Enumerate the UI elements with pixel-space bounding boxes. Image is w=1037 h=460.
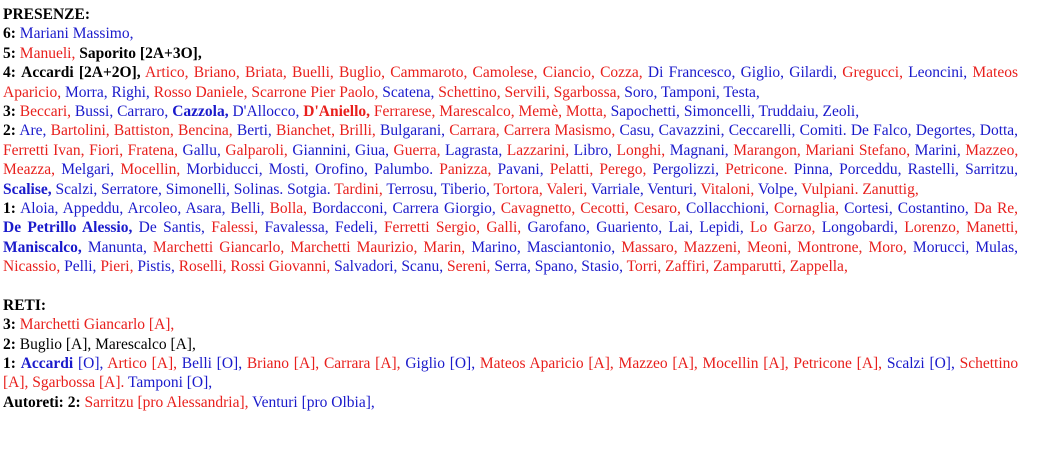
presenze-player-name: Garofano, (527, 219, 590, 237)
presenze-player-name: Masciantonio, (526, 238, 616, 256)
presenze-player-name: Vulpiani. (801, 180, 859, 198)
presenze-player-name: Pinna, (793, 161, 833, 179)
presenze-player-name: Mosti, (268, 161, 309, 179)
presenze-player-name: Longobardi, (821, 219, 898, 237)
presenze-player-name: Ferretti Ivan, (3, 141, 85, 159)
presenze-player-name: Berti, (236, 122, 272, 140)
presenze-player-name: Buglio, (338, 64, 386, 82)
presenze-player-name: Terrosu, (386, 180, 438, 198)
presenze-player-name: Sapochetti, (610, 103, 680, 121)
presenze-row (3, 44, 1018, 63)
presenze-player-name: Arcoleo, (127, 200, 182, 218)
presenze-player-name: Tortora, (493, 180, 543, 198)
presenze-player-name: Fratena, (127, 141, 179, 159)
presenze-player-name: Zanuttig, (862, 180, 919, 198)
presenze-player-name: Bianchet, (276, 122, 335, 140)
presenze-player-name: Marino, (471, 238, 521, 256)
presenze-player-name: De Falco, (850, 122, 912, 140)
presenze-player-name: Gilardi, (789, 64, 838, 82)
presenze-player-name: Casu, (619, 122, 655, 140)
presenze-player-name: Pavani, (497, 161, 544, 179)
presenze-player-name: Meazza, (3, 161, 56, 179)
presenze-player-name: Beccari, (19, 103, 71, 121)
presenze-player-name: Ferretti Sergio, (383, 219, 480, 237)
reti-player-name: Scalzi [O], (886, 354, 955, 372)
presenze-player-name: Sotgia. (287, 180, 331, 198)
presenze-row (3, 102, 1018, 121)
presenze-player-name: Leoncini, (908, 64, 968, 82)
presenze-player-name: Longhi, (616, 141, 666, 159)
presenze-player-name: Bulgarani, (380, 122, 446, 140)
presenze-player-name: Manetti, (966, 219, 1019, 237)
presenze-player-name: Scatena, (382, 83, 435, 101)
presenze-player-name: Torri, (626, 258, 662, 276)
presenze-player-name: Di Francesco, (647, 64, 736, 82)
presenze-player-name: Manueli, (19, 44, 76, 62)
presenze-player-name: Tamponi, (661, 83, 720, 101)
presenze-player-name: Brilli, (339, 122, 376, 140)
presenze-player-name: Mazzeo, (965, 141, 1019, 159)
presenze-player-name: Truddaiu, (758, 103, 819, 121)
presenze-player-name: Sereni, (446, 258, 491, 276)
presenze-player-name: Cammaroto, (390, 64, 468, 82)
presenze-player-name: Vitaloni, (700, 180, 755, 198)
presenze-player-name: Lagrasta, (444, 141, 503, 159)
presenze-player-name: Simonelli, (165, 180, 230, 198)
presenze-player-name: Varriale, (590, 180, 644, 198)
presenze-player-name: Zappella, (789, 258, 848, 276)
presenze-player-name: Gregucci, (842, 64, 903, 82)
presenze-player-name: Morbiducci, (186, 161, 263, 179)
presenze-player-name: Serratore, (101, 180, 162, 198)
presenze-player-name: Bartolini, (50, 122, 110, 140)
presenze-player-name: Solinas. (233, 180, 284, 198)
presenze-player-name: Briata, (245, 64, 287, 82)
presenze-player-name: Melgari, (61, 161, 115, 179)
presenze-row (3, 121, 1018, 199)
autoreti-label: Autoreti: 2: (3, 393, 81, 411)
presenze-player-name: Simoncelli, (683, 103, 755, 121)
presenze-player-name: Lepidi, (699, 219, 744, 237)
reti-player-name: Mocellin [A], (702, 354, 789, 372)
presenze-player-name: Saporito [2A+3O], (79, 44, 202, 62)
presenze-player-name: Zaffiri, (665, 258, 710, 276)
reti-count: 2: (3, 335, 16, 353)
presenze-player-name: Mocellin, (120, 161, 181, 179)
presenze-player-name: Belli, (230, 200, 265, 218)
presenze-player-name: D'Aniello, (303, 103, 371, 121)
reti-row (3, 315, 1018, 334)
presenze-player-name: Libro, (573, 141, 612, 159)
reti-count: 1: (3, 354, 16, 372)
presenze-player-name: Camolese, (472, 64, 538, 82)
presenze-player-name: Are, (19, 122, 47, 140)
presenze-player-name: Marangon, (733, 141, 801, 159)
presenze-player-name: Spano, (534, 258, 578, 276)
presenze-player-name: Magnani, (669, 141, 729, 159)
presenze-player-name: Cortesi, (844, 200, 893, 218)
presenze-player-name: Mazzeni, (683, 238, 741, 256)
presenze-section (3, 24, 1018, 276)
presenze-player-name: Lo Garzo, (750, 219, 816, 237)
presenze-player-name: Marini, (914, 141, 961, 159)
presenze-count: 5: (3, 44, 16, 62)
presenze-player-name: Morra, (64, 83, 108, 101)
reti-player-name: Schettino [A], (3, 354, 1019, 392)
presenze-player-name: Ceccarelli, (728, 122, 796, 140)
presenze-player-name: Comiti. (799, 122, 847, 140)
presenze-player-name: Appeddu, (62, 200, 124, 218)
presenze-player-name: Zeoli, (822, 103, 860, 121)
presenze-player-name: Fiori, (89, 141, 124, 159)
presenze-player-name: Degortes, (915, 122, 976, 140)
presenze-player-name: Lazzarini, (506, 141, 570, 159)
presenze-row (3, 63, 1018, 102)
presenze-player-name: Cavagnetto, (500, 200, 576, 218)
presenze-player-name: Favalessa, (264, 219, 329, 237)
presenze-player-name: Bencina, (177, 122, 233, 140)
presenze-player-name: Ferrarese, (373, 103, 436, 121)
presenze-player-name: Scalzi, (55, 180, 98, 198)
presenze-player-name: Carrara, (449, 122, 500, 140)
presenze-player-name: Mulas, (975, 238, 1018, 256)
presenze-player-name: Soro, (624, 83, 658, 101)
presenze-player-name: Pelli, (64, 258, 97, 276)
presenze-player-name: Accardi [2A+2O], (21, 64, 141, 82)
autoreti-list (85, 394, 375, 411)
presenze-player-name: Carrera Giorgio, (392, 200, 496, 218)
reti-player-name: Buglio [A], (19, 335, 92, 353)
presenze-player-name: Aloia, (20, 200, 59, 218)
presenze-player-name: Memè, (518, 103, 562, 121)
presenze-player-name: Montrone, (797, 238, 863, 256)
presenze-player-name: Gallu, (182, 141, 221, 159)
presenze-player-name: Tiberio, (440, 180, 490, 198)
reti-player-name: [O], (77, 354, 104, 372)
presenze-player-name: Galparoli, (225, 141, 288, 159)
presenze-player-name: Giglio, (740, 64, 785, 82)
presenze-player-name: Cazzola, (172, 103, 229, 121)
presenze-player-name: Bolla, (269, 200, 308, 218)
reti-player-name: Petricone [A], (793, 354, 883, 372)
presenze-player-name: Falessi, (211, 219, 259, 237)
presenze-player-name: Tardini, (334, 180, 383, 198)
presenze-player-name: Fedeli, (334, 219, 378, 237)
reti-player-name: Belli [O], (181, 354, 243, 372)
presenze-player-name: Venturi, (647, 180, 697, 198)
presenze-player-name: Scalise, (3, 180, 52, 198)
presenze-player-name: Pistis, (137, 258, 175, 276)
reti-player-name: Accardi (20, 354, 74, 372)
presenze-player-name: Cornaglia, (774, 200, 840, 218)
presenze-player-name: Servili, (504, 83, 550, 101)
presenze-player-name: Giua, (355, 141, 390, 159)
presenze-player-name: Scanu, (401, 258, 444, 276)
presenze-player-name: Palumbo. (374, 161, 434, 179)
presenze-player-name: Guariento, (596, 219, 663, 237)
presenze-player-name: Carrera Masismo, (503, 122, 616, 140)
presenze-player-name: Panizza, (439, 161, 492, 179)
presenze-player-name: Marescalco, (439, 103, 515, 121)
presenze-player-name: Marchetti Maurizio, (290, 238, 418, 256)
section-spacer (3, 277, 1018, 296)
presenze-count: 4: (3, 64, 16, 82)
presenze-player-name: Scarrone Pier Paolo, (251, 83, 379, 101)
presenze-player-name: D'Allocco, (232, 103, 300, 121)
presenze-player-name: Meoni, (746, 238, 792, 256)
presenze-player-name: Nicassio, (3, 258, 61, 276)
presenze-player-name: Cozza, (600, 64, 643, 82)
presenze-player-name: Righi, (111, 83, 150, 101)
presenze-player-name: Manunta, (87, 238, 147, 256)
presenze-player-name: Lai, (668, 219, 694, 237)
reti-player-name: Briano [A], (246, 354, 320, 372)
presenze-player-name: Mariani Massimo, (19, 25, 134, 43)
presenze-player-name: Rossi Giovanni, (230, 258, 331, 276)
presenze-player-name: Guerra, (393, 141, 441, 159)
presenze-player-name: Motta, (565, 103, 607, 121)
presenze-player-name: Salvadori, (334, 258, 398, 276)
presenze-player-name: Mateos Aparicio, (3, 64, 1019, 101)
stats-document (3, 5, 1018, 412)
presenze-player-name: Asara, (185, 200, 226, 218)
presenze-player-name: Bussi, (74, 103, 114, 121)
presenze-player-name: Porceddu, (839, 161, 902, 179)
presenze-player-name: Marchetti Giancarlo, (152, 238, 285, 256)
presenze-player-name: Schettino, (438, 83, 501, 101)
reti-player-name: Sgarbossa [A]. (32, 374, 125, 392)
presenze-player-name: Cesaro, (633, 200, 681, 218)
presenze-player-name: Roselli, (178, 258, 227, 276)
autoreti-player-name: Venturi [pro Olbia], (252, 393, 375, 411)
presenze-player-name: Petricone. (725, 161, 788, 179)
presenze-player-name: Moro, (868, 238, 907, 256)
reti-player-name: Marescalco [A], (95, 335, 196, 353)
presenze-player-name: Pergolizzi, (652, 161, 719, 179)
presenze-player-name: Rosso Daniele, (153, 83, 248, 101)
autoreti-player-name: Sarritzu [pro Alessandria], (84, 393, 249, 411)
presenze-player-name: De Santis, (138, 219, 205, 237)
presenze-player-name: Collacchioni, (685, 200, 770, 218)
presenze-player-name: Giannini, (292, 141, 351, 159)
reti-player-name: Tamponi [O], (128, 374, 213, 392)
presenze-row (3, 199, 1018, 277)
presenze-player-name: De Petrillo Alessio, (3, 219, 133, 237)
reti-heading: RETI: (3, 296, 47, 314)
presenze-count: 6: (3, 25, 16, 43)
presenze-player-name: Morucci, (912, 238, 970, 256)
presenze-player-name: Marin, (423, 238, 466, 256)
reti-player-name: Marchetti Giancarlo [A], (19, 316, 175, 334)
reti-player-name: Mazzeo [A], (618, 354, 698, 372)
presenze-count: 1: (3, 200, 16, 218)
presenze-player-name: Volpe, (757, 180, 798, 198)
reti-row (3, 335, 1018, 354)
presenze-player-name: Orofino, (314, 161, 368, 179)
presenze-heading: PRESENZE: (3, 6, 90, 23)
presenze-player-name: Carraro, (117, 103, 169, 121)
presenze-player-name: Buelli, (291, 64, 334, 82)
presenze-player-name: Maniscalco, (3, 238, 82, 256)
presenze-player-name: Perego, (599, 161, 647, 179)
reti-section (3, 315, 1018, 393)
reti-player-name: Carrara [A], (323, 354, 401, 372)
presenze-player-name: Mariani Stefano, (805, 141, 911, 159)
presenze-player-name: Pieri, (100, 258, 134, 276)
presenze-player-name: Sgarbossa, (553, 83, 621, 101)
presenze-player-name: Lorenzo, (904, 219, 960, 237)
presenze-player-name: Dotta, (979, 122, 1019, 140)
presenze-player-name: Rastelli, (907, 161, 959, 179)
presenze-player-name: Costantino, (897, 200, 969, 218)
presenze-player-name: Bordacconi, (312, 200, 388, 218)
reti-player-name: Giglio [O], (405, 354, 476, 372)
presenze-player-name: Valeri, (546, 180, 588, 198)
autoreti-row (3, 393, 1018, 412)
presenze-player-name: Cavazzini, (658, 122, 725, 140)
presenze-player-name: Ciancio, (542, 64, 595, 82)
presenze-player-name: Briano, (193, 64, 240, 82)
presenze-player-name: Artico, (145, 64, 189, 82)
presenze-player-name: Da Re, (973, 200, 1019, 218)
presenze-row (3, 24, 1018, 43)
presenze-count: 2: (3, 122, 16, 140)
presenze-player-name: Sarritzu, (965, 161, 1019, 179)
presenze-player-name: Pelatti, (549, 161, 594, 179)
presenze-player-name: Battiston, (113, 122, 174, 140)
presenze-player-name: Testa, (723, 83, 760, 101)
presenze-player-name: Massaro, (621, 238, 678, 256)
presenze-player-name: Serra, (494, 258, 531, 276)
presenze-player-name: Galli, (486, 219, 522, 237)
reti-player-name: Artico [A], (107, 354, 178, 372)
reti-player-name: Mateos Aparicio [A], (479, 354, 614, 372)
presenze-player-name: Cecotti, (580, 200, 629, 218)
presenze-player-name: Zamparutti, (713, 258, 786, 276)
reti-row (3, 354, 1018, 393)
presenze-player-name: Stasio, (581, 258, 624, 276)
reti-count: 3: (3, 316, 16, 334)
presenze-count: 3: (3, 103, 16, 121)
